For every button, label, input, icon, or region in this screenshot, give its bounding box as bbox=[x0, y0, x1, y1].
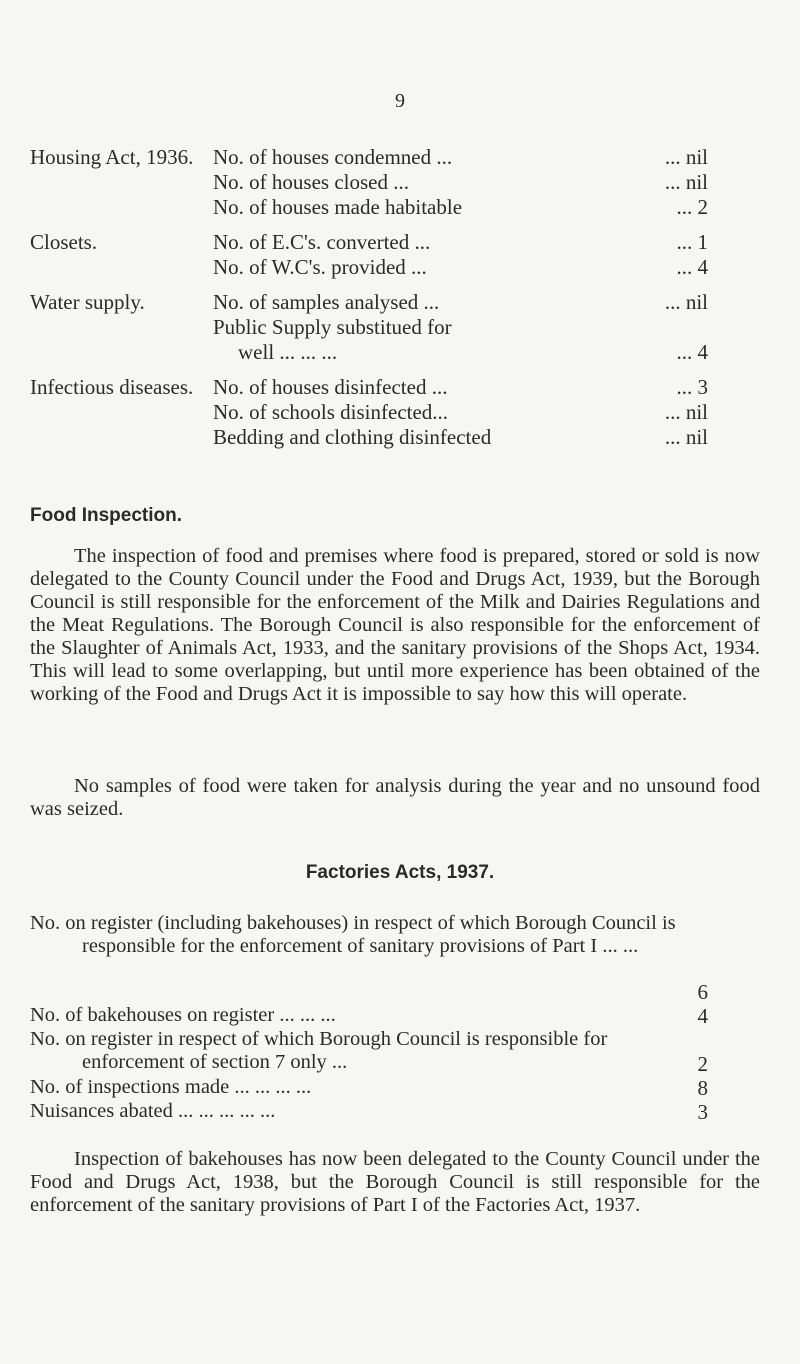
factories-value: 3 bbox=[697, 1100, 708, 1124]
stat-value: ... nil bbox=[664, 170, 708, 194]
factories-heading: Factories Acts, 1937. bbox=[305, 862, 495, 883]
stat-label: No. of W.C's. provided ... bbox=[213, 255, 427, 279]
stat-label: No. of houses condemned ... bbox=[213, 145, 453, 169]
stat-label: No. of schools disinfected... bbox=[213, 400, 449, 424]
factories-item: No. of bakehouses on register ... ... ... bbox=[30, 1004, 336, 1026]
stat-label: No. of E.C's. converted ... bbox=[213, 230, 431, 254]
stat-label: Bedding and clothing disinfected bbox=[213, 425, 492, 449]
factories-value: 4 bbox=[697, 1004, 708, 1028]
stat-label: No. of houses made habitable bbox=[213, 195, 463, 219]
food-inspection-paragraph: The inspection of food and premises where food is prepared, stored or sold is now delegated to the County Council under the Food and Drugs Act, 1939, but the Borough Council is still responsible for the enforcement of the Milk and Dairies Regulations and the Meat Regulations. The Borough Council is also responsible for the enforcement of the Slaughter of Animals Act, 1933, and the sanitary provisions of the Shops Act, 1934. This will lead to some overlapping, but until more experience has been obtained of the working of the Food and Drugs Act it is impossible to say how this will operate. bbox=[30, 545, 760, 705]
section-label-housing: Housing Act, 1936. bbox=[30, 145, 194, 169]
stat-value: ... nil bbox=[664, 290, 708, 314]
stat-value: ... 1 bbox=[676, 230, 708, 254]
factories-item: No. on register in respect of which Borough Council is responsible for enforcement of section 7 only ... bbox=[30, 1028, 608, 1073]
stat-value: ... 2 bbox=[676, 195, 708, 219]
page-number: 9 bbox=[395, 90, 405, 112]
stat-label: Public Supply substitued for bbox=[213, 315, 452, 339]
factories-item: Nuisances abated ... ... ... ... ... bbox=[30, 1100, 276, 1122]
stat-value: ... 3 bbox=[676, 375, 708, 399]
food-samples-paragraph: No samples of food were taken for analysis during the year and no unsound food was seized. bbox=[30, 775, 760, 820]
stat-label: No. of houses disinfected ... bbox=[213, 375, 448, 399]
section-label-closets: Closets. bbox=[30, 230, 98, 254]
stat-value: ... nil bbox=[664, 400, 708, 424]
factories-closing-paragraph: Inspection of bakehouses has now been delegated to the County Council under the Food and Drugs Act, 1938, but the Borough Council is still responsible for the enforcement of the sanitary provisions of Part I of the Factories Act, 1937. bbox=[30, 1148, 760, 1216]
stat-label: well ... ... ... bbox=[238, 340, 338, 364]
stat-value: ... 4 bbox=[676, 255, 708, 279]
stat-label: No. of houses closed ... bbox=[213, 170, 409, 194]
stat-value: ... nil bbox=[664, 425, 708, 449]
stat-value: ... nil bbox=[664, 145, 708, 169]
factories-item: No. on register (including bakehouses) in respect of which Borough Council is responsible for the enforcement of sanitary provisions of Part I ... ... bbox=[30, 912, 676, 957]
stat-value: ... 4 bbox=[676, 340, 708, 364]
factories-value: 8 bbox=[697, 1076, 708, 1100]
section-label-water: Water supply. bbox=[30, 290, 145, 314]
factories-item: No. of inspections made ... ... ... ... bbox=[30, 1076, 312, 1098]
section-label-infectious: Infectious diseases. bbox=[30, 375, 194, 399]
factories-value: 6 bbox=[697, 980, 708, 1004]
food-inspection-heading: Food Inspection. bbox=[30, 505, 182, 526]
factories-value: 2 bbox=[697, 1052, 708, 1076]
stat-label: No. of samples analysed ... bbox=[213, 290, 440, 314]
